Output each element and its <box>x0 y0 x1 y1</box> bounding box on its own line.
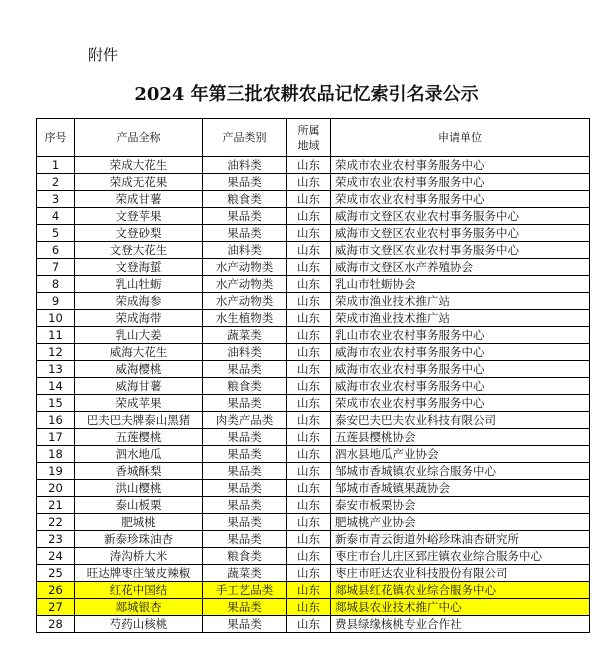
cell-name: 新泰珍珠油杏 <box>75 531 203 548</box>
cell-name: 乳山牡蛎 <box>75 276 203 293</box>
cell-applicant: 威海市文登区水产养殖协会 <box>331 259 590 276</box>
cell-applicant: 枣庄市台儿庄区郅庄镇农业综合服务中心 <box>331 548 590 565</box>
cell-category: 水产动物类 <box>203 293 287 310</box>
cell-applicant: 郯城县红花镇农业综合服务中心 <box>331 582 590 599</box>
cell-category: 果品类 <box>203 395 287 412</box>
cell-applicant: 乳山市农业农村事务服务中心 <box>331 327 590 344</box>
cell-name: 郯城银杏 <box>75 599 203 616</box>
cell-category: 粮食类 <box>203 378 287 395</box>
cell-category: 果品类 <box>203 208 287 225</box>
cell-no: 12 <box>37 344 75 361</box>
cell-name: 文登大花生 <box>75 242 203 259</box>
table-row <box>37 412 590 429</box>
cell-applicant: 枣庄市旺达农业科技股份有限公司 <box>331 565 590 582</box>
cell-no: 18 <box>37 446 75 463</box>
cell-category: 水生植物类 <box>203 310 287 327</box>
cell-category: 果品类 <box>203 616 287 633</box>
cell-applicant: 威海市文登区农业农村事务服务中心 <box>331 225 590 242</box>
cell-category: 蔬菜类 <box>203 565 287 582</box>
table-body <box>37 157 590 633</box>
table-row <box>37 582 590 599</box>
cell-category: 果品类 <box>203 514 287 531</box>
cell-category: 果品类 <box>203 174 287 191</box>
table-row <box>37 565 590 582</box>
table-row <box>37 429 590 446</box>
cell-region: 山东 <box>287 208 331 225</box>
cell-applicant: 荣成市农业农村事务服务中心 <box>331 395 590 412</box>
cell-name: 五莲樱桃 <box>75 429 203 446</box>
cell-applicant: 新泰市青云街道外峪珍珠油杏研究所 <box>331 531 590 548</box>
table-row <box>37 157 590 174</box>
cell-applicant: 泰安巴夫巴夫农业科技有限公司 <box>331 412 590 429</box>
table-header-row <box>37 119 590 157</box>
table-row <box>37 174 590 191</box>
cell-no: 26 <box>37 582 75 599</box>
cell-no: 16 <box>37 412 75 429</box>
cell-no: 5 <box>37 225 75 242</box>
cell-category: 粮食类 <box>203 191 287 208</box>
table-row <box>37 514 590 531</box>
cell-region: 山东 <box>287 497 331 514</box>
cell-no: 10 <box>37 310 75 327</box>
cell-region: 山东 <box>287 225 331 242</box>
table-row <box>37 344 590 361</box>
cell-region: 山东 <box>287 293 331 310</box>
cell-no: 1 <box>37 157 75 174</box>
cell-name: 芍药山核桃 <box>75 616 203 633</box>
cell-region: 山东 <box>287 191 331 208</box>
cell-name: 泗水地瓜 <box>75 446 203 463</box>
cell-region: 山东 <box>287 174 331 191</box>
header-region-line2: 地域 <box>297 138 320 152</box>
cell-category: 粮食类 <box>203 548 287 565</box>
cell-category: 肉类产品类 <box>203 412 287 429</box>
table-row <box>37 446 590 463</box>
cell-applicant: 邹城市香城镇果蔬协会 <box>331 480 590 497</box>
cell-name: 荣成甘薯 <box>75 191 203 208</box>
cell-no: 13 <box>37 361 75 378</box>
cell-name: 荣成无花果 <box>75 174 203 191</box>
cell-region: 山东 <box>287 378 331 395</box>
cell-applicant: 荣成市农业农村事务服务中心 <box>331 157 590 174</box>
cell-category: 果品类 <box>203 463 287 480</box>
cell-category: 油料类 <box>203 242 287 259</box>
cell-no: 22 <box>37 514 75 531</box>
table-row <box>37 361 590 378</box>
cell-applicant: 泗水县地瓜产业协会 <box>331 446 590 463</box>
cell-name: 泰山板栗 <box>75 497 203 514</box>
cell-category: 果品类 <box>203 480 287 497</box>
cell-region: 山东 <box>287 395 331 412</box>
cell-name: 红花中国结 <box>75 582 203 599</box>
cell-region: 山东 <box>287 548 331 565</box>
cell-category: 果品类 <box>203 599 287 616</box>
cell-name: 荣成海参 <box>75 293 203 310</box>
cell-no: 2 <box>37 174 75 191</box>
cell-region: 山东 <box>287 531 331 548</box>
table-row <box>37 191 590 208</box>
cell-category: 蔬菜类 <box>203 327 287 344</box>
cell-region: 山东 <box>287 582 331 599</box>
table-row <box>37 599 590 616</box>
cell-name: 威海大花生 <box>75 344 203 361</box>
cell-region: 山东 <box>287 446 331 463</box>
cell-applicant: 邹城市香城镇农业综合服务中心 <box>331 463 590 480</box>
cell-applicant: 费县绿缘核桃专业合作社 <box>331 616 590 633</box>
table-row <box>37 548 590 565</box>
attachment-label: 附件 <box>88 46 119 64</box>
cell-no: 23 <box>37 531 75 548</box>
cell-region: 山东 <box>287 259 331 276</box>
cell-applicant: 威海市农业农村事务服务中心 <box>331 344 590 361</box>
table-row <box>37 276 590 293</box>
header-region <box>287 119 331 157</box>
cell-region: 山东 <box>287 429 331 446</box>
catalog-table <box>36 118 590 633</box>
cell-applicant: 乳山市牡蛎协会 <box>331 276 590 293</box>
header-applicant: 申请单位 <box>331 119 590 157</box>
cell-category: 果品类 <box>203 531 287 548</box>
table-row <box>37 208 590 225</box>
cell-region: 山东 <box>287 480 331 497</box>
cell-no: 28 <box>37 616 75 633</box>
cell-no: 21 <box>37 497 75 514</box>
table-row <box>37 531 590 548</box>
cell-region: 山东 <box>287 599 331 616</box>
cell-category: 果品类 <box>203 361 287 378</box>
table-row <box>37 259 590 276</box>
cell-no: 7 <box>37 259 75 276</box>
cell-applicant: 郯城县农业技术推广中心 <box>331 599 590 616</box>
cell-applicant: 威海市农业农村事务服务中心 <box>331 378 590 395</box>
cell-category: 水产动物类 <box>203 276 287 293</box>
cell-no: 9 <box>37 293 75 310</box>
cell-region: 山东 <box>287 242 331 259</box>
cell-no: 20 <box>37 480 75 497</box>
cell-region: 山东 <box>287 310 331 327</box>
cell-region: 山东 <box>287 514 331 531</box>
cell-name: 旺达牌枣庄皱皮辣椒 <box>75 565 203 582</box>
cell-name: 巴夫巴夫牌泰山黑猪 <box>75 412 203 429</box>
table-row <box>37 242 590 259</box>
cell-name: 威海樱桃 <box>75 361 203 378</box>
cell-region: 山东 <box>287 157 331 174</box>
table-row <box>37 225 590 242</box>
cell-region: 山东 <box>287 276 331 293</box>
cell-name: 乳山大姜 <box>75 327 203 344</box>
cell-name: 荣成大花生 <box>75 157 203 174</box>
table-row <box>37 616 590 633</box>
cell-no: 19 <box>37 463 75 480</box>
cell-category: 果品类 <box>203 429 287 446</box>
cell-category: 油料类 <box>203 344 287 361</box>
cell-applicant: 荣成市农业农村事务服务中心 <box>331 174 590 191</box>
table-row <box>37 497 590 514</box>
table-row <box>37 310 590 327</box>
header-category: 产品类别 <box>203 119 287 157</box>
cell-no: 3 <box>37 191 75 208</box>
cell-name: 文登海蜇 <box>75 259 203 276</box>
cell-name: 涛沟桥大米 <box>75 548 203 565</box>
cell-applicant: 威海市农业农村事务服务中心 <box>331 361 590 378</box>
table-row <box>37 480 590 497</box>
cell-applicant: 肥城桃产业协会 <box>331 514 590 531</box>
header-name: 产品全称 <box>75 119 203 157</box>
cell-applicant: 荣成市渔业技术推广站 <box>331 310 590 327</box>
table-row <box>37 327 590 344</box>
cell-region: 山东 <box>287 463 331 480</box>
cell-region: 山东 <box>287 327 331 344</box>
cell-name: 威海甘薯 <box>75 378 203 395</box>
cell-applicant: 荣成市农业农村事务服务中心 <box>331 191 590 208</box>
cell-name: 洪山樱桃 <box>75 480 203 497</box>
cell-no: 24 <box>37 548 75 565</box>
cell-region: 山东 <box>287 361 331 378</box>
cell-name: 文登砂梨 <box>75 225 203 242</box>
table-row <box>37 378 590 395</box>
table-row <box>37 395 590 412</box>
cell-applicant: 威海市文登区农业农村事务服务中心 <box>331 242 590 259</box>
cell-no: 17 <box>37 429 75 446</box>
cell-region: 山东 <box>287 616 331 633</box>
cell-no: 8 <box>37 276 75 293</box>
cell-category: 手工艺品类 <box>203 582 287 599</box>
cell-applicant: 泰安市板栗协会 <box>331 497 590 514</box>
cell-name: 荣成苹果 <box>75 395 203 412</box>
table-row <box>37 463 590 480</box>
cell-category: 果品类 <box>203 225 287 242</box>
cell-no: 11 <box>37 327 75 344</box>
cell-applicant: 五莲县樱桃协会 <box>331 429 590 446</box>
cell-no: 25 <box>37 565 75 582</box>
table-row <box>37 293 590 310</box>
cell-name: 荣成海带 <box>75 310 203 327</box>
page-title: 2024 年第三批农耕农品记忆索引名录公示 <box>134 84 479 105</box>
cell-category: 油料类 <box>203 157 287 174</box>
cell-no: 27 <box>37 599 75 616</box>
cell-applicant: 威海市文登区农业农村事务服务中心 <box>331 208 590 225</box>
cell-no: 15 <box>37 395 75 412</box>
cell-region: 山东 <box>287 412 331 429</box>
header-no: 序号 <box>37 119 75 157</box>
cell-applicant: 荣成市渔业技术推广站 <box>331 293 590 310</box>
cell-category: 果品类 <box>203 446 287 463</box>
cell-name: 文登苹果 <box>75 208 203 225</box>
cell-name: 香城酥梨 <box>75 463 203 480</box>
cell-region: 山东 <box>287 344 331 361</box>
header-region-line1: 所属 <box>297 123 320 137</box>
cell-category: 水产动物类 <box>203 259 287 276</box>
cell-region: 山东 <box>287 565 331 582</box>
cell-name: 肥城桃 <box>75 514 203 531</box>
cell-no: 6 <box>37 242 75 259</box>
cell-no: 14 <box>37 378 75 395</box>
cell-category: 果品类 <box>203 497 287 514</box>
cell-no: 4 <box>37 208 75 225</box>
